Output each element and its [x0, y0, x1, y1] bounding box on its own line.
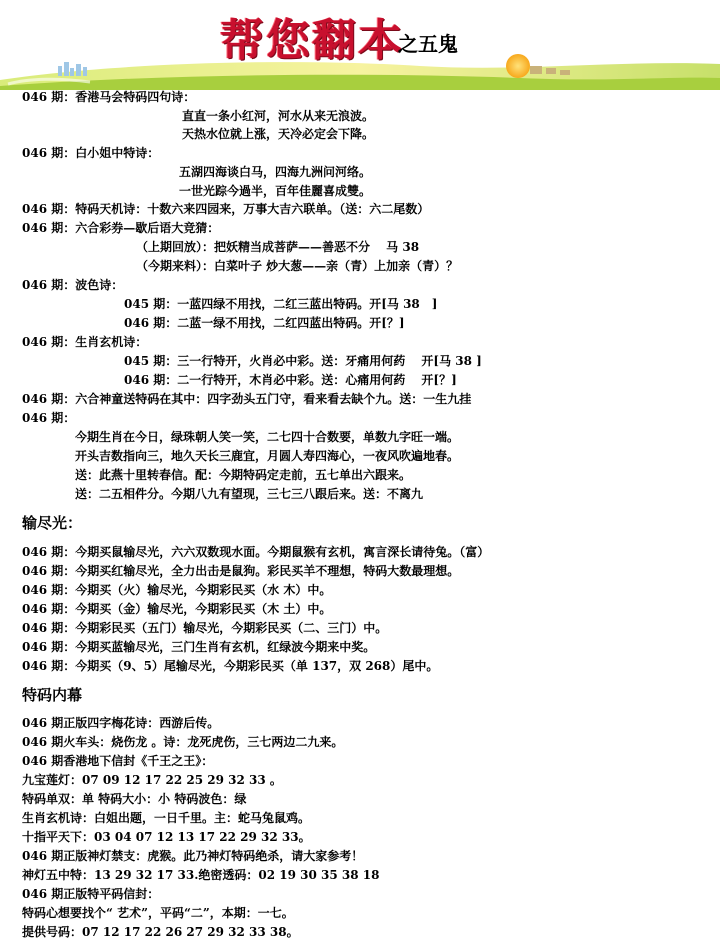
text-line: 046 期：二一行特开，木肖必中彩。送：心痛用何药 开[？]: [124, 373, 457, 387]
text-line: 开头吉数指向三，地久天长三鹿宜，月圆人寿四海心，一夜风吹遍地春。: [75, 449, 460, 463]
text-line: 046 期：: [22, 411, 76, 425]
text-line: 生肖玄机诗：白姐出题，一日千里。主：蛇马兔鼠鸡。: [22, 811, 311, 825]
text-line: （今期来料）：白菜叶子 炒大葱——亲（青）上加亲（青）？: [136, 259, 459, 273]
text-line: 046 期：六合彩券—歇后语大竞猜：: [22, 221, 220, 235]
text-line: 046 期：今期买红输尽光，全力出击是鼠狗。彩民买羊不理想，特码大数最理想。: [22, 564, 460, 578]
text-line: 045 期：三一行特开，火肖必中彩。送：牙痛用何药 开[马 38 ]: [124, 354, 482, 368]
text-line: 直直一条小红河，河水从来无浪波。: [182, 109, 375, 123]
page-title: 帮您翻本: [220, 15, 404, 66]
text-line: 046 期：今期买（金）输尽光，今期彩民买（木 土）中。: [22, 602, 332, 616]
text-line: 五湖四海谈白马，四海九洲问河络。: [179, 165, 372, 179]
text-line: 特码心想要找个“ 艺术”，平码“二”，本期：一七。: [22, 906, 294, 920]
text-line: 天热水位就上涨，天冷必定会下降。: [182, 127, 375, 141]
text-line: 046 期香港地下信封《千王之王》：: [22, 754, 214, 768]
text-line: 046 期：今期彩民买（五门）输尽光，今期彩民买（二、三门）中。: [22, 621, 388, 635]
text-line: 今期生肖在今日，绿珠朝人笑一笑，二七四十合数要，单数九字旺一端。: [75, 430, 460, 444]
text-line: 送：二五相件分。今期八九有望现，三七三八跟后来。送：不离九: [75, 487, 424, 501]
text-line: 十指平天下：03 04 07 12 13 17 22 29 32 33。: [22, 830, 311, 844]
text-line: 一世光踪今過半，百年佳麗喜成雙。: [179, 184, 372, 198]
text-line: 提供号码：07 12 17 22 26 27 29 32 33 38。: [22, 925, 299, 939]
text-line: 送：此燕十里转春信。配：今期特码定走前，五七单出六跟来。: [75, 468, 412, 482]
text-line: 九宝莲灯：07 09 12 17 22 25 29 32 33 。: [22, 773, 282, 787]
text-line: 046 期：特码天机诗：十数六来四园来，万事大吉六联单。（送：六二尾数）: [22, 202, 430, 216]
text-line: 神灯五中特：13 29 32 17 33.绝密透码：02 19 30 35 38 18: [22, 868, 380, 882]
text-line: 046 期：生肖玄机诗：: [22, 335, 148, 349]
text-line: 046 期火车头：烧伤龙 。诗：龙死虎伤，三七两边二九来。: [22, 735, 344, 749]
text-line: 046 期：波色诗：: [22, 278, 124, 292]
text-line: 046 期：香港马会特码四句诗：: [22, 90, 196, 104]
text-line: 046 期：今期买蓝输尽光，三门生肖有玄机，红绿波今期来中奖。: [22, 640, 376, 654]
text-line: 046 期：二蓝一绿不用找，二红四蓝出特码。开[？]: [124, 316, 405, 330]
text-line: 046 期：六合神童送特码在其中：四字劲头五门守，看来看去缺个九。送：一生九挂: [22, 392, 472, 406]
text-line: 046 期：白小姐中特诗：: [22, 146, 160, 160]
text-line: 046 期正版四字梅花诗：西游后传。: [22, 716, 220, 730]
text-line: 046 期正版特平码信封：: [22, 887, 160, 901]
text-line: 特码单双：单 特码大小：小 特码波色：绿: [22, 792, 247, 806]
section-heading: 输尽光：: [22, 514, 83, 532]
text-line: 046 期：今期买（9、5）尾输尽光，今期彩民买（单 137，双 268）尾中。: [22, 659, 439, 673]
text-line: 046 期：今期买鼠输尽光，六六双数现水面。今期鼠猴有玄机，寓言深长请待兔。（富）: [22, 545, 490, 559]
text-line: （上期回放）：把妖精当成菩萨——善恶不分 马 38: [136, 240, 420, 254]
page-subtitle: 之五鬼: [398, 32, 458, 56]
text-line: 045 期：一蓝四绿不用找，二红三蓝出特码。开[马 38 ]: [124, 297, 438, 311]
text-line: 046 期：今期买（火）输尽光，今期彩民买（水 木）中。: [22, 583, 332, 597]
text-line: 046 期正版神灯禁支：虎猴。此乃神灯特码绝杀，请大家参考！: [22, 849, 364, 863]
section-heading: 特码内幕: [22, 686, 83, 704]
